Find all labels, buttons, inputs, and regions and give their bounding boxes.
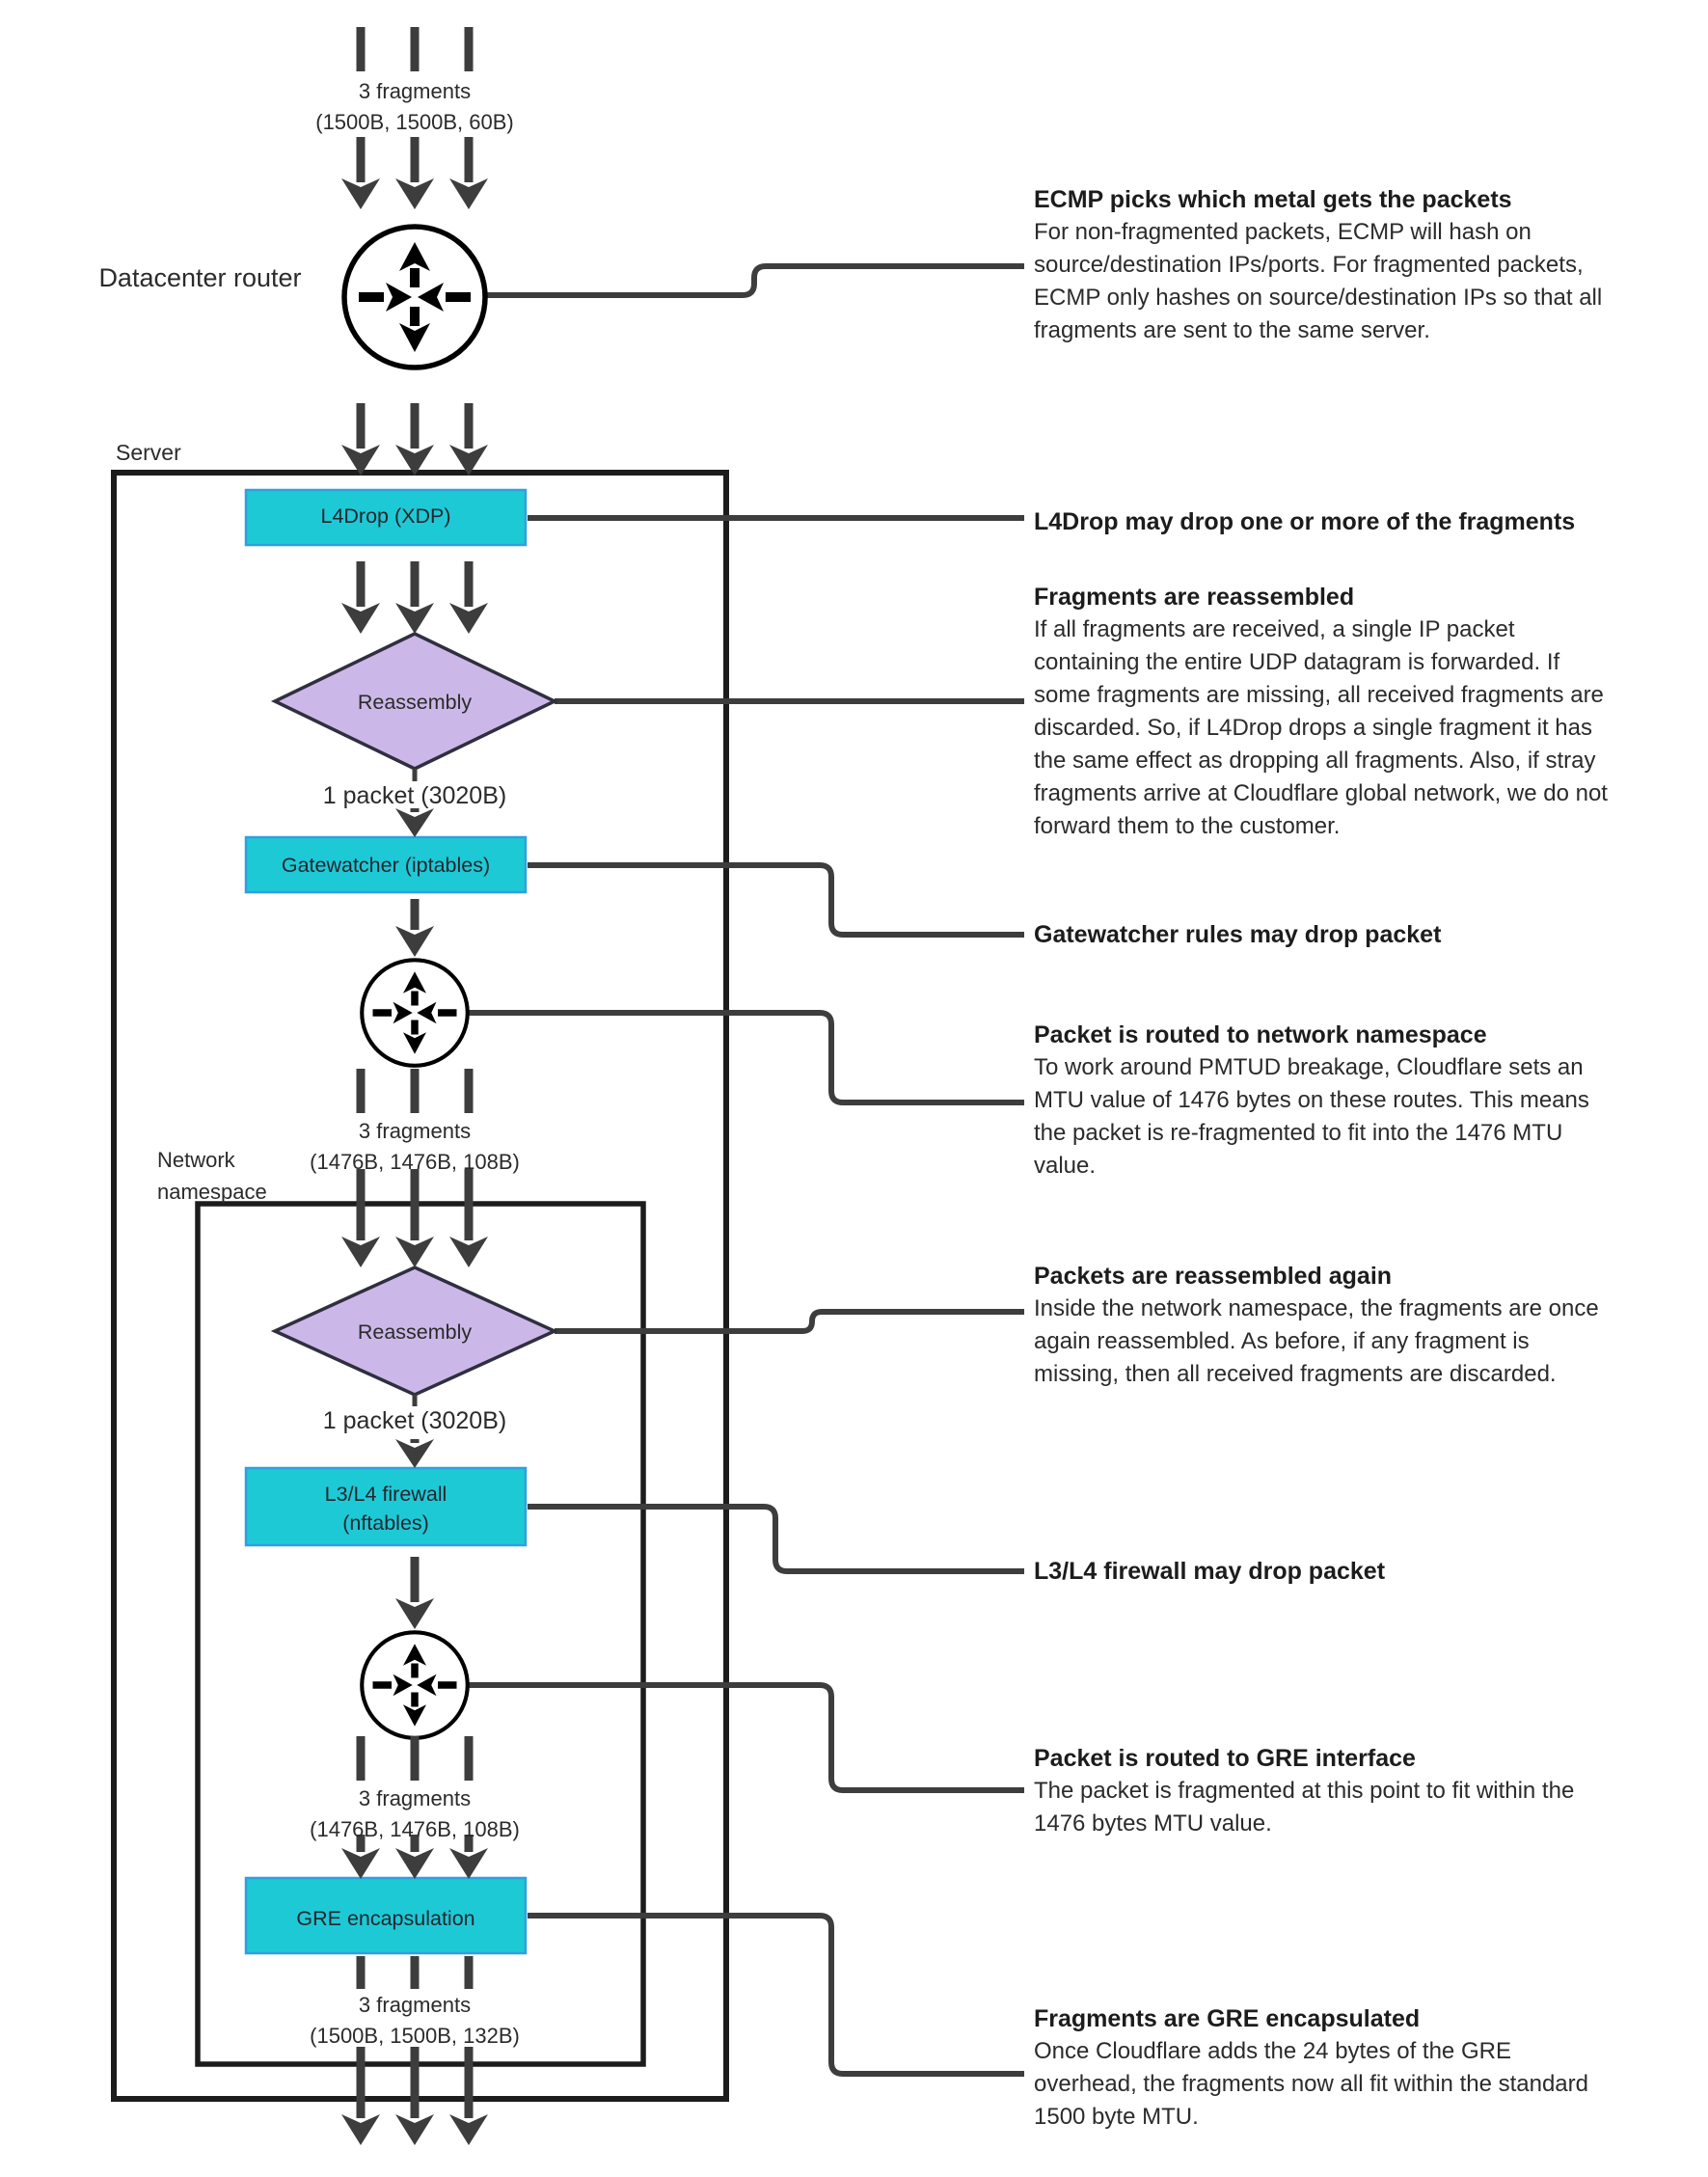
annotation-heading: Fragments are reassembled (1034, 584, 1355, 611)
connector-ecmp (487, 266, 1024, 295)
annotation-gre-encapsulated (1034, 2002, 1613, 2134)
l4drop-label: L4Drop (XDP) (320, 504, 451, 528)
arrow-down-icon (395, 1439, 434, 1468)
annotation-heading: L4Drop may drop one or more of the fragments (1034, 508, 1576, 535)
annotation-body: The packet is fragmented at this point to fit within the 1476 bytes MTU value. (1034, 1778, 1575, 1837)
frag3-sizes: (1476B, 1476B, 108B) (310, 1817, 520, 1841)
annotation-body: To work around PMTUD breakage, Cloudflare sets an MTU value of 1476 bytes on these routes. This means the packet is re-fragmented to fit into the 1476 MTU value. (1034, 1054, 1589, 1179)
fragment-bars-icon (357, 1736, 474, 1781)
network-namespace-label: Network namespace (157, 1148, 267, 1204)
firewall-label: L3/L4 firewall (324, 1483, 447, 1506)
connector-firewall (528, 1507, 1024, 1571)
annotation-firewall (1034, 1555, 1613, 1588)
annotation-l4drop (1034, 505, 1613, 538)
gatewatcher-label: Gatewatcher (iptables) (281, 854, 491, 877)
annotation-ecmp (1034, 183, 1613, 347)
annotation-heading: L3/L4 firewall may drop packet (1034, 1558, 1386, 1585)
datacenter-router-label: Datacenter router (98, 263, 302, 292)
connector-reassembly2 (555, 1312, 1024, 1331)
annotation-heading: Packets are reassembled again (1034, 1263, 1393, 1290)
annotation-reassembled (1034, 581, 1613, 843)
annotation-gatewatcher (1034, 918, 1613, 951)
gre-label: GRE encapsulation (296, 1907, 475, 1930)
arrow-down-icon (341, 403, 488, 476)
input-fragments-sizes: (1500B, 1500B, 60B) (315, 110, 514, 134)
fragment-bars-icon (357, 27, 474, 71)
router-icon (362, 960, 468, 1066)
arrow-down-icon (395, 899, 434, 957)
arrow-down-icon (341, 561, 488, 634)
annotation-heading: Packet is routed to network namespace (1034, 1021, 1487, 1048)
server-label: Server (116, 440, 181, 465)
stub-line (413, 769, 418, 781)
packet1-label: 1 packet (3020B) (322, 782, 507, 809)
connector-route-gre (468, 1685, 1024, 1790)
arrow-down-icon (395, 1557, 434, 1629)
annotation-heading: ECMP picks which metal gets the packets (1034, 186, 1512, 213)
frag4-count: 3 fragments (358, 1993, 472, 2017)
annotation-body: For non-fragmented packets, ECMP will hash on source/destination IPs/ports. For fragmented packets, ECMP only hashes on source/destination IPs so that all fragments are sent to the same server. (1034, 219, 1603, 343)
reassembly2-label: Reassembly (357, 1320, 473, 1344)
frag3-count: 3 fragments (358, 1786, 472, 1810)
annotation-body: Once Cloudflare adds the 24 bytes of the GRE overhead, the fragments now all fit within the standard 1500 byte MTU. (1034, 2038, 1588, 2130)
datacenter-router-icon (344, 227, 485, 367)
reassembly1-label: Reassembly (357, 691, 473, 714)
annotation-route-netns (1034, 1019, 1613, 1183)
fragment-bars-icon (357, 1956, 474, 1989)
annotation-heading: Fragments are GRE encapsulated (1034, 2005, 1421, 2032)
frag2-sizes: (1476B, 1476B, 108B) (310, 1150, 520, 1174)
frag4-sizes: (1500B, 1500B, 132B) (310, 2024, 520, 2048)
router-icon (362, 1632, 468, 1738)
frag2-count: 3 fragments (358, 1119, 472, 1143)
arrow-down-icon (341, 1169, 488, 1267)
annotation-route-gre (1034, 1742, 1613, 1840)
arrow-down-icon (395, 808, 434, 837)
annotation-heading: Packet is routed to GRE interface (1034, 1745, 1416, 1772)
annotation-heading: Gatewatcher rules may drop packet (1034, 921, 1442, 948)
firewall-sub-label: (nftables) (342, 1511, 429, 1535)
stub-line (413, 1395, 418, 1406)
connector-gre-encap (528, 1916, 1024, 2074)
annotation-body: Inside the network namespace, the fragments are once again reassembled. As before, if any fragment is missing, then all received fragments are discarded. (1034, 1295, 1599, 1387)
arrow-down-icon (341, 137, 488, 209)
annotation-body: If all fragments are received, a single IP packet containing the entire UDP datagram is forwarded. If some fragments are missing, all received fragments are discarded. So, if L4Drop drops a single fragment it has the same effect as dropping all fragments. Also, if stray fragments arrive at Cloudflare global network, we do not forward them to the customer. (1034, 616, 1608, 839)
annotation-reassembled-again (1034, 1260, 1613, 1391)
input-fragments-count: 3 fragments (358, 79, 472, 103)
arrow-down-icon (341, 2047, 488, 2145)
connector-route-netns (468, 1013, 1024, 1102)
packet2-label: 1 packet (3020B) (322, 1407, 507, 1434)
fragment-bars-icon (357, 1069, 474, 1113)
connector-gatewatcher (528, 865, 1024, 935)
